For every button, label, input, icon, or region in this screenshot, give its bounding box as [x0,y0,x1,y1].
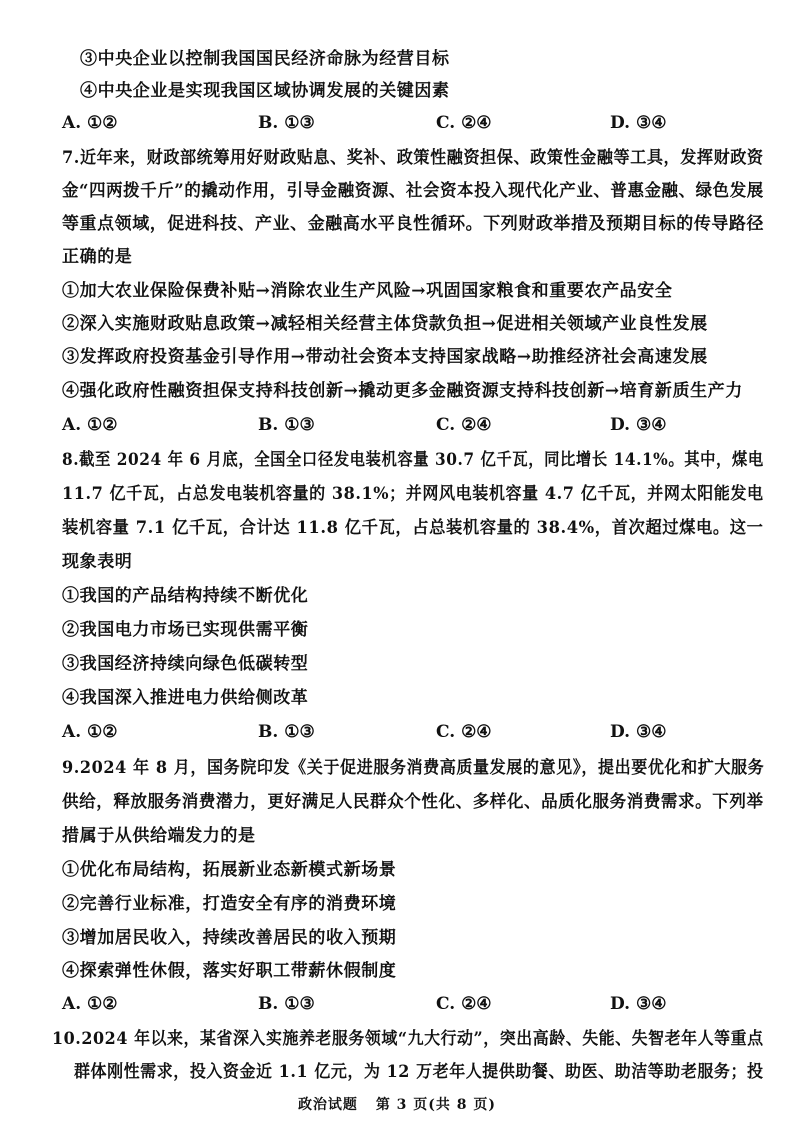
q9-item-4: ④探索弹性休假，落实好职工带薪休假制度 [62,961,397,981]
q7-option-d: D. ③④ [610,415,667,435]
q9-item-3: ③增加居民收入，持续改善居民的收入预期 [62,928,397,948]
q7-stem-line-1: 7.近年来，财政部统筹用好财政贴息、奖补、政策性融资担保、政策性金融等工具，发挥财政资 [62,148,764,168]
q9-stem-line-3: 措属于从供给端发力的是 [62,826,256,846]
q8-options [62,722,762,744]
q8-option-b: B. ①③ [258,722,315,742]
q9-stem-line-2: 供给，释放服务消费潜力，更好满足人民群众个性化、多样化、品质化服务消费需求。下列举 [62,792,764,812]
q9-item-1: ①优化布局结构，拓展新业态新模式新场景 [62,860,397,880]
q8-item-3: ③我国经济持续向绿色低碳转型 [62,654,309,674]
q9-options [62,994,762,1016]
q9-option-c: C. ②④ [436,994,492,1014]
q10-stem-line-1: 10.2024 年以来，某省深入实施养老服务领域“九大行动”，突出高龄、失能、失智老年人等重点 [52,1029,764,1049]
q8-stem-line-2: 11.7 亿千瓦，占总发电装机容量的 38.1%；并网风电装机容量 4.7 亿千瓦，并网太阳能发电 [62,484,764,504]
q6-item-3: ③中央企业以控制我国国民经济命脉为经营目标 [80,49,450,69]
footer-page-number: 第 3 页(共 8 页) [375,1097,497,1113]
q7-stem-line-4: 正确的是 [62,247,133,267]
q8-option-c: C. ②④ [436,722,492,742]
q8-stem-line-4: 现象表明 [62,552,133,572]
q6-option-b: B. ①③ [258,113,315,133]
q6-option-d: D. ③④ [610,113,667,133]
q7-item-1: ①加大农业保险保费补贴→消除农业生产风险→巩固国家粮食和重要农产品安全 [62,281,673,301]
q7-option-a: A. ①② [62,415,118,435]
q7-option-c: C. ②④ [436,415,492,435]
footer-subject: 政治试题 [297,1097,358,1113]
q8-item-4: ④我国深入推进电力供给侧改革 [62,688,309,708]
q8-stem-line-1: 8.截至 2024 年 6 月底，全国全口径发电装机容量 30.7 亿千瓦，同比增长 14.1%。其中，煤电 [62,450,764,470]
q9-item-2: ②完善行业标准，打造安全有序的消费环境 [62,894,397,914]
q7-item-3: ③发挥政府投资基金引导作用→带动社会资本支持国家战略→助推经济社会高速发展 [62,347,708,367]
q7-item-4: ④强化政府性融资担保支持科技创新→撬动更多金融资源支持科技创新→培育新质生产力 [62,381,743,401]
q8-item-1: ①我国的产品结构持续不断优化 [62,586,309,606]
q6-item-4: ④中央企业是实现我国区域协调发展的关键因素 [80,81,450,101]
q7-option-b: B. ①③ [258,415,315,435]
q7-options [62,415,762,437]
q8-stem-line-3: 装机容量 7.1 亿千瓦，合计达 11.8 亿千瓦，占总装机容量的 38.4%，首次超过煤电。这一 [62,518,764,538]
q9-option-a: A. ①② [62,994,118,1014]
q8-item-2: ②我国电力市场已实现供需平衡 [62,620,309,640]
q7-stem-line-2: 金“四两拨千斤”的撬动作用，引导金融资源、社会资本投入现代化产业、普惠金融、绿色发展 [62,181,764,201]
q10-stem-line-2: 群体刚性需求，投入资金近 1.1 亿元，为 12 万老年人提供助餐、助医、助洁等助老服务；投 [74,1062,764,1082]
q9-option-d: D. ③④ [610,994,667,1014]
q6-options [62,113,762,135]
q6-option-a: A. ①② [62,113,118,133]
q9-stem-line-1: 9.2024 年 8 月，国务院印发《关于促进服务消费高质量发展的意见》，提出要优化和扩大服务 [62,758,765,778]
q7-stem-line-3: 等重点领域，促进科技、产业、金融高水平良性循环。下列财政举措及预期目标的传导路径 [62,214,765,234]
q9-option-b: B. ①③ [258,994,315,1014]
q8-option-d: D. ③④ [610,722,667,742]
page-footer [0,1094,794,1114]
q7-item-2: ②深入实施财政贴息政策→减轻相关经营主体贷款负担→促进相关领域产业良性发展 [62,314,708,334]
q8-option-a: A. ①② [62,722,118,742]
q6-option-c: C. ②④ [436,113,492,133]
